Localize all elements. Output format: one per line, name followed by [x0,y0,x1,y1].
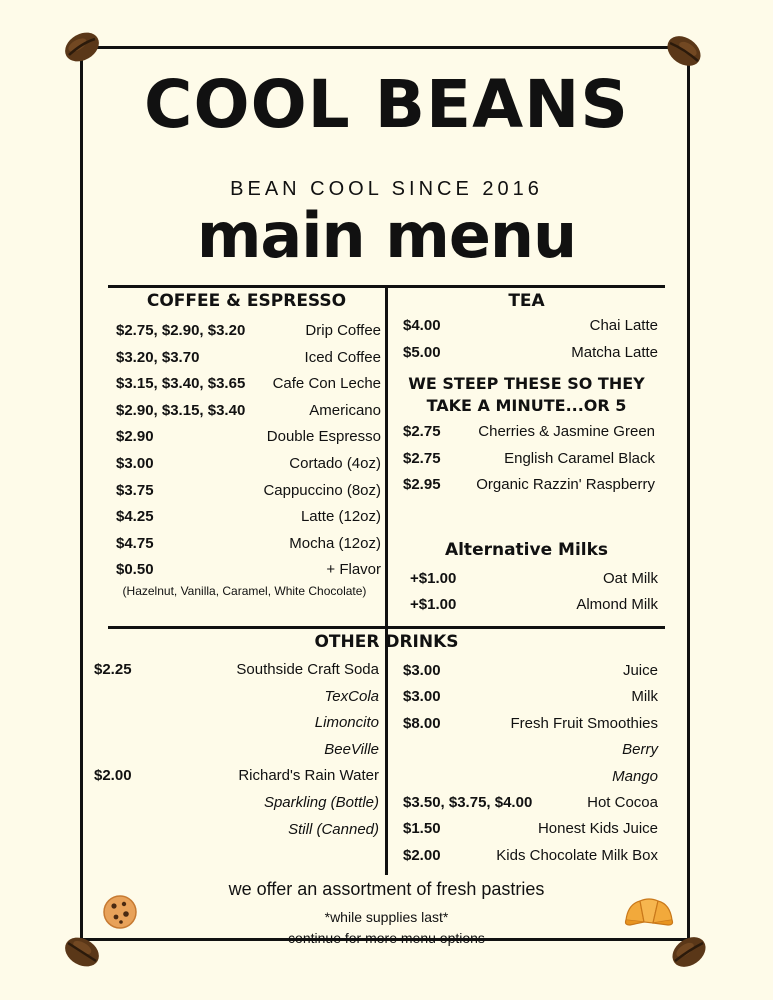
cookie-icon [101,893,139,931]
menu-item [94,791,379,815]
item-price: $3.00 [403,688,441,706]
item-price: $2.90, $3.15, $3.40 [116,401,246,419]
item-name: + Flavor [326,561,381,579]
item-price: $2.90 [116,428,154,446]
menu-item [116,558,381,582]
croissant-icon [622,892,676,932]
item-price: $1.50 [403,820,441,838]
page-title: COOL BEANS [144,66,629,143]
item-price: $2.95 [403,476,441,493]
item-name: Oat Milk [602,570,658,587]
menu-item [403,473,655,497]
item-name: Iced Coffee [304,348,381,366]
item-name: Kids Chocolate Milk Box [496,846,658,864]
menu-item [403,447,655,471]
item-price: $3.15, $3.40, $3.65 [116,375,246,393]
item-name: Matcha Latte [571,343,658,361]
item-name: Mocha (12oz) [289,534,381,552]
item-price: +$1.00 [410,570,457,587]
item-name: Southside Craft Soda [236,661,379,678]
item-name: Double Espresso [266,428,381,446]
menu-item [403,420,655,444]
item-name: Drip Coffee [305,322,381,339]
item-name: TexCola [324,687,379,705]
item-price: $8.00 [403,714,441,732]
item-name: Latte (12oz) [300,508,381,526]
continue-note: continue for more menu options [288,930,485,946]
other-drinks-heading: OTHER DRINKS [314,632,459,652]
item-name: Cafe Con Leche [272,375,381,393]
item-price: $3.50, $3.75, $4.00 [403,794,533,811]
milks-heading: Alternative Milks [444,540,609,560]
divider-middle [108,626,665,629]
menu-item [94,764,379,788]
menu-item [116,452,381,476]
coffee-bean-icon [662,29,706,73]
item-name: Limoncito [314,714,379,732]
flavor-note: (Hazelnut, Vanilla, Caramel, White Chocolate) [122,584,367,598]
item-price: $3.00 [403,662,441,679]
item-price: $3.20, $3.70 [116,348,200,366]
item-price: $2.75, $2.90, $3.20 [116,322,246,339]
supplies-note: *while supplies last* [324,909,449,925]
item-price: $3.00 [116,455,154,472]
item-name: Cappuccino (8oz) [263,481,381,499]
item-name: Sparkling (Bottle) [263,794,379,811]
menu-item [116,399,381,423]
item-price: $4.25 [116,508,154,526]
menu-item [403,712,658,736]
coffee-bean-icon [60,25,104,69]
item-name: Cortado (4oz) [289,455,381,472]
menu-item [403,817,658,841]
item-name: Almond Milk [576,596,658,613]
item-name: English Caramel Black [504,449,655,467]
item-name: Richard's Rain Water [238,767,379,785]
tagline: BEAN COOL SINCE 2016 [230,178,543,200]
item-price: $4.00 [403,317,441,334]
pastries-text: we offer an assortment of fresh pastries [228,879,545,899]
item-price: $2.00 [403,846,441,864]
item-price: $2.75 [403,423,441,440]
item-name: Organic Razzin' Raspberry [476,476,655,493]
item-price: $2.00 [94,767,132,785]
item-name: Still (Canned) [288,820,379,838]
item-price: $3.75 [116,481,154,499]
menu-item [94,711,379,735]
steep-heading-line2: TAKE A MINUTE...OR 5 [426,396,627,415]
menu-item [116,372,381,396]
menu-item [403,765,658,789]
menu-item [116,479,381,503]
item-price: $2.75 [403,449,441,467]
menu-item [116,532,381,556]
menu-item [403,844,658,868]
item-name: Juice [622,662,658,679]
menu-item [116,505,381,529]
menu-item [116,319,381,343]
item-name: Cherries & Jasmine Green [478,423,655,440]
menu-item [403,738,658,762]
item-name: Mango [612,767,658,785]
item-price: $2.25 [94,661,132,678]
coffee-heading: COFFEE & ESPRESSO [146,291,347,311]
menu-item [410,567,658,591]
menu-item [403,314,658,338]
item-price: $4.75 [116,534,154,552]
menu-item [94,738,379,762]
item-price: $5.00 [403,343,441,361]
menu-item [94,685,379,709]
item-price: $0.50 [116,561,154,579]
menu-item [403,341,658,365]
tea-heading: TEA [508,291,545,311]
item-name: Hot Cocoa [587,794,658,811]
item-name: Berry [622,741,658,759]
item-name: Honest Kids Juice [537,820,658,838]
item-name: Americano [309,401,381,419]
menu-subtitle: main menu [196,199,577,272]
menu-item [94,818,379,842]
menu-item [116,346,381,370]
item-name: Milk [631,688,658,706]
menu-item [410,593,658,617]
menu-item [403,685,658,709]
menu-item [116,425,381,449]
menu-item [403,659,658,683]
item-name: BeeVille [324,740,379,758]
item-price: +$1.00 [410,596,457,613]
item-name: Fresh Fruit Smoothies [510,714,658,732]
item-name: Chai Latte [589,317,658,334]
menu-item [403,791,658,815]
steep-heading-line1: WE STEEP THESE SO THEY [408,374,645,393]
menu-item [94,658,379,682]
